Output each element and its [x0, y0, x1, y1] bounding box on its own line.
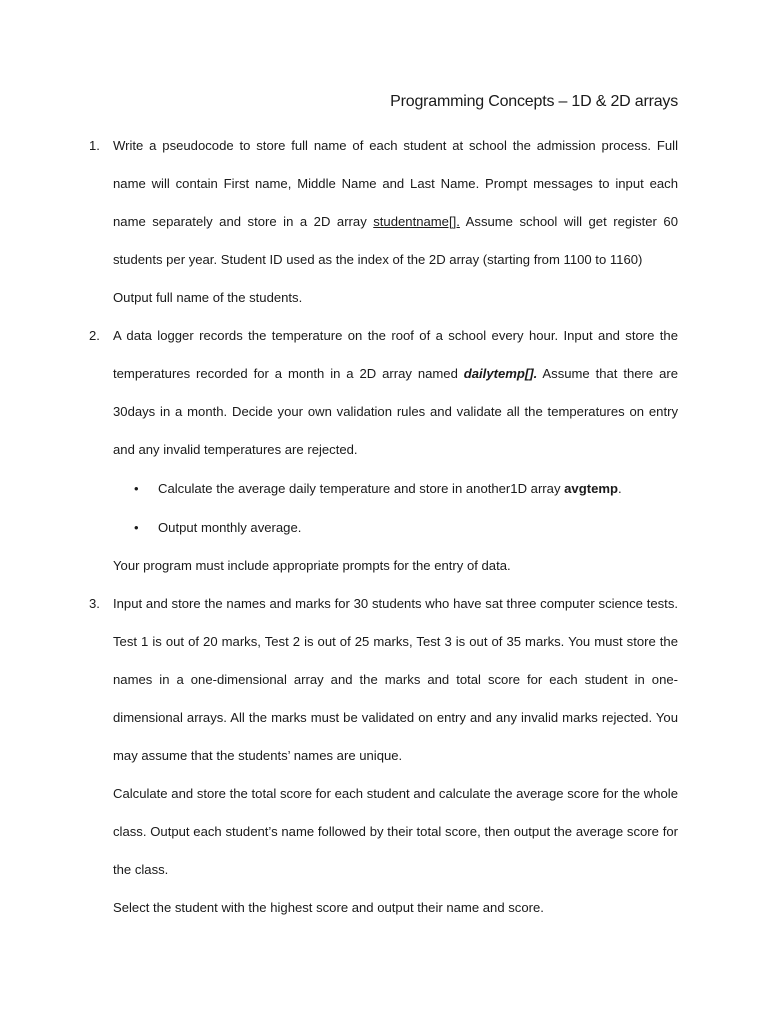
question-3 — [0, 585, 768, 927]
bullet-text-part: Calculate the average daily temperature and store in another1D array — [158, 481, 565, 496]
bullet-icon: • — [134, 520, 139, 535]
question-paragraph: Calculate and store the total score for each student and calculate the average score for the whole class. Output each student’s name followed by their total score, then output the average score for the class. — [113, 786, 678, 877]
question-text-part: Write a pseudocode to store full name of each student at school the admission process. Full name will contain First name, Middle Name and Last Name. Prompt messages to input each name separately and store in a 2D array — [113, 138, 678, 229]
question-number: 2. — [89, 328, 100, 343]
question-text — [113, 127, 678, 279]
question-2 — [0, 317, 768, 585]
bullet-text-part: . — [618, 481, 622, 496]
array-name-avgtemp: avgtemp — [564, 481, 618, 496]
question-1 — [0, 127, 768, 317]
question-number: 1. — [89, 138, 100, 153]
question-text-part: Assume that there are 30days in a month. Decide your own validation rules and validate all the temperatures on entry and any invalid temperatures are rejected. — [113, 366, 678, 457]
question-number: 3. — [89, 596, 100, 611]
bullet-item — [113, 469, 678, 508]
question-text: Input and store the names and marks for 30 students who have sat three computer science tests. Test 1 is out of 20 marks, Test 2 is out of 25 marks, Test 3 is out of 35 marks. You must store the names in a one-dimensional array and the marks and total score for each student in one-dimensional arrays. All the marks must be validated on entry and any invalid marks rejected. You may assume that the students’ names are unique. — [113, 596, 678, 763]
question-text-part: Assume school will get register 60 students per year. Student ID used as the index of the 2D array (starting from 1100 to 1160) — [113, 214, 678, 267]
array-name-dailytemp: dailytemp[]. — [463, 366, 538, 381]
bullet-text: Output monthly average. — [158, 520, 302, 535]
bullet-list — [113, 469, 678, 547]
question-text-part: A data logger records the temperature on the roof of a school every hour. Input and store the temperatures recorded for a month in a 2D array named — [113, 328, 678, 381]
question-output-line: Output full name of the students. — [113, 290, 303, 305]
question-list — [0, 127, 768, 927]
question-text — [113, 317, 678, 469]
array-name-studentname: studentname[]. — [373, 214, 460, 229]
bullet-item — [113, 508, 678, 547]
page-title: Programming Concepts – 1D & 2D arrays — [390, 93, 678, 110]
question-closing-line: Your program must include appropriate prompts for the entry of data. — [113, 558, 511, 573]
bullet-icon: • — [134, 481, 139, 496]
question-paragraph: Select the student with the highest score and output their name and score. — [113, 900, 544, 915]
